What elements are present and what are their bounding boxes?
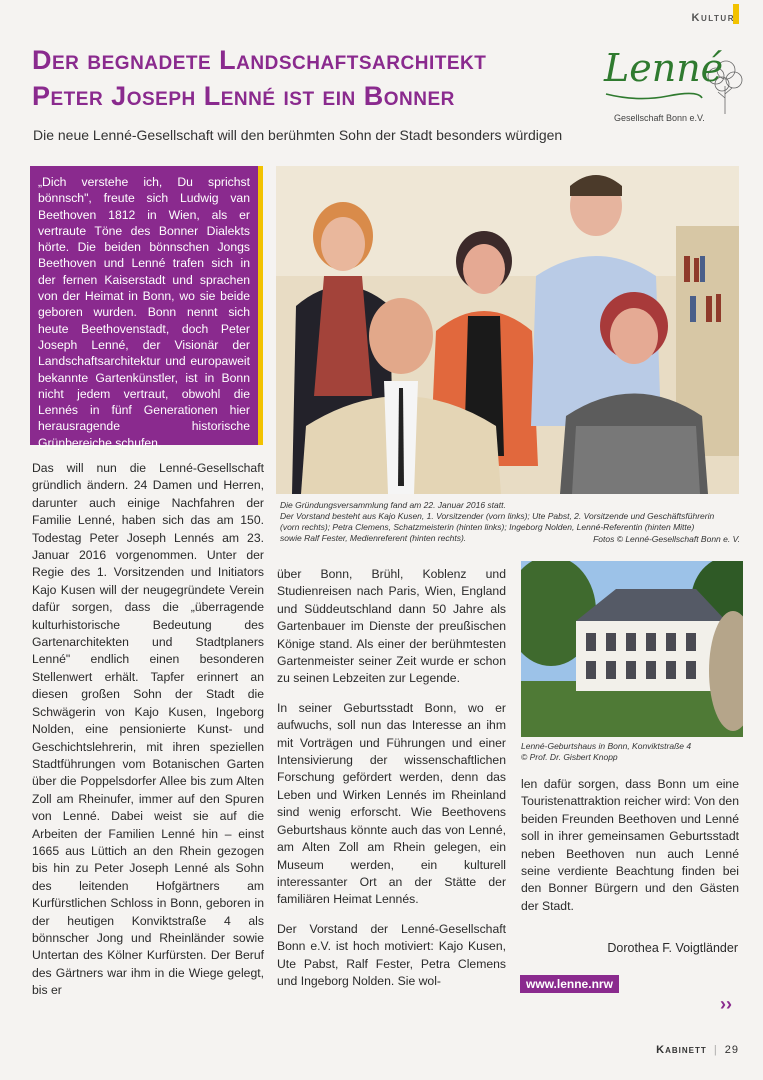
board-group-photo bbox=[276, 166, 739, 494]
col2-paragraph-3: Der Vorstand der Lenné-Gesellschaft Bonn e.V. ist hoch motiviert: Kajo Kusen, Ute Pabst, Ralf Fester, Petra Clemens und Ingeborg Nolden. Sie wol- bbox=[277, 921, 506, 988]
photo2-caption-line1: Lenné-Geburtshaus in Bonn, Konviktstraße 4 bbox=[521, 741, 692, 751]
article-headline bbox=[32, 42, 592, 114]
author-signature: Dorothea F. Voigtländer bbox=[607, 941, 738, 955]
logo-swash bbox=[606, 93, 702, 98]
article-column-1 bbox=[32, 460, 264, 1012]
website-link[interactable]: www.lenne.nrw bbox=[520, 975, 619, 993]
logo-wordmark: Lenné bbox=[604, 46, 724, 90]
article-column-3 bbox=[521, 776, 739, 927]
birth-house-photo bbox=[521, 561, 743, 737]
photo2-caption-line2: © Prof. Dr. Gisbert Knopp bbox=[521, 752, 618, 762]
magazine-name: Kabinett bbox=[656, 1044, 707, 1056]
col2-paragraph-1: über Bonn, Brühl, Koblenz und Studienreisen nach Paris, Wien, England und Süddeutschland dann 50 Jahre als Gartenbauer im Dienste der preußischen Könige stand. Als einer der berühmtesten Gartenmeister seiner Zeit wurde er schon zu seinen Lebzeiten zur Legende. bbox=[277, 567, 506, 686]
col2-paragraph-2: In seiner Geburtsstadt Bonn, wo er aufwuchs, soll nun das Interesse an ihm mit Vorträgen und Führungen und einer Intensivierung der wissenschaftlichen Forschung gefördert werden, denn das Leben und Wirken Lennés im Rheinland sind wenig erforscht. Wie Beethovens Geburtshaus könnte auch das von Lenné, am Alten Zoll am Rhein gelegen, ein Museum werden, ein kulturell interessanter Ort an der Stätte der familiären Heimat Lennés. bbox=[277, 700, 506, 907]
headline-line-2: Peter Joseph Lenné ist ein Bonner bbox=[32, 81, 455, 111]
logo-subline: Gesellschaft Bonn e.V. bbox=[614, 113, 705, 123]
article-subtitle: Die neue Lenné-Gesellschaft will den berühmten Sohn der Stadt besonders würdigen bbox=[33, 127, 563, 143]
continue-chevron-icon: ›› bbox=[720, 994, 732, 1014]
col3-paragraph: len dafür sorgen, dass Bonn um eine Touristenattraktion reicher wird: Von den beiden Freunden Beethoven und Lenné soll in ihrer gemeinsamen Geburtsstadt neben Beethoven nun auch Lenné seine verdiente Beachtung finden bei den Bonner Bürgern und den Gästen der Stadt. bbox=[521, 777, 739, 913]
intro-box: „Dich verstehe ich, Du sprichst bönnsch", freute sich Ludwig van Beethoven 1812 in Wien, als er vertraute Töne des Bonner Dialekts hörte. Die beiden bönnschen Jongs Beethoven und Lenné trafen sich in der fernen Kaiserstadt und sprachen von der Heimat in Bonn, wo sie beide geboren wurden. Bonn nennt sich heute Beethovenstadt, doch Peter Joseph Lenné, der Visionär der Landschaftsarchitektur und europaweit bekannte Gartenkünstler, ist in Bonn nicht jedem vertraut, obwohl die Lennés in fünf Generationen hier herausragende historische Grünbereiche schufen. bbox=[30, 166, 263, 445]
photo2-caption bbox=[521, 741, 743, 763]
col1-paragraph: Das will nun die Lenné-Gesellschaft gründlich ändern. 24 Damen und Herren, darunter auch einige Nachfahren der Familie Lenné, haben sich das am 150. Todestag Peter Joseph Lennés am 23. Januar 2016 vorgenommen. Unter der Regie des 1. Vorsitzenden und Initiators Kajo Kusen will der neugegründete Verein dafür sorgen, dass die „überragende kulturhistorische Bedeutung des Gartenarchitekten und Stadtplaners Lenné" endlich einen besonderen Stellenwert erhält. Tapfer erinnert an diesen großen Sohn der Stadt die Schwägerin von Kajo Kusen, Ingeborg Nolden, eine pensionierte Kunst- und Geschichtslehrerin, mit ihren speziellen Stadtführungen vom Botanischen Garten über die Poppelsdorfer Allee bis zum Alten Zoll am Rheinufer, immer auf den Spuren von Lenné. Dabei weist sie auf die Arbeiten der Familien Lenné hin – einst 1665 aus Lüttich an den Rhein gezogen bis hin zu Peter Joseph Lenné als Sohn des leitenden Hofgärtners am Kurfürstlichen Schloss in Bonn, geboren in der heutigen Konviktstraße 4 als bönnscher Jong und Rheinländer sowie Untertan des Kölner Kurfürsten. Der Beruf des Gärtners war ihm in die Wiege gelegt, bis er bbox=[32, 461, 264, 998]
photo1-credit: Fotos © Lenné-Gesellschaft Bonn e. V. bbox=[593, 534, 740, 544]
article-column-2 bbox=[277, 566, 506, 1002]
photo1-caption-line4: sowie Ralf Fester, Medienreferent (hinten rechts). bbox=[280, 533, 467, 543]
section-label: Kultur bbox=[691, 12, 735, 24]
headline-line-1: Der begnadete Landschaftsarchitekt bbox=[32, 45, 487, 75]
page-footer bbox=[656, 1044, 739, 1056]
photo1-caption-line3: (vorn rechts); Petra Clemens, Schatzmeisterin (hinten links); Ingeborg Nolden, Lenné-Referentin (hinten Mitte) bbox=[280, 522, 695, 532]
photo1-caption-line1: Die Gründungsversammlung fand am 22. Januar 2016 statt. bbox=[280, 500, 506, 510]
footer-separator: | bbox=[713, 1044, 718, 1056]
photo1-caption-line2: Der Vorstand besteht aus Kajo Kusen, 1. Vorsitzender (vorn links); Ute Pabst, 2. Vorsitzende und Geschäftsführerin bbox=[280, 511, 715, 521]
page-number: 29 bbox=[724, 1044, 739, 1056]
